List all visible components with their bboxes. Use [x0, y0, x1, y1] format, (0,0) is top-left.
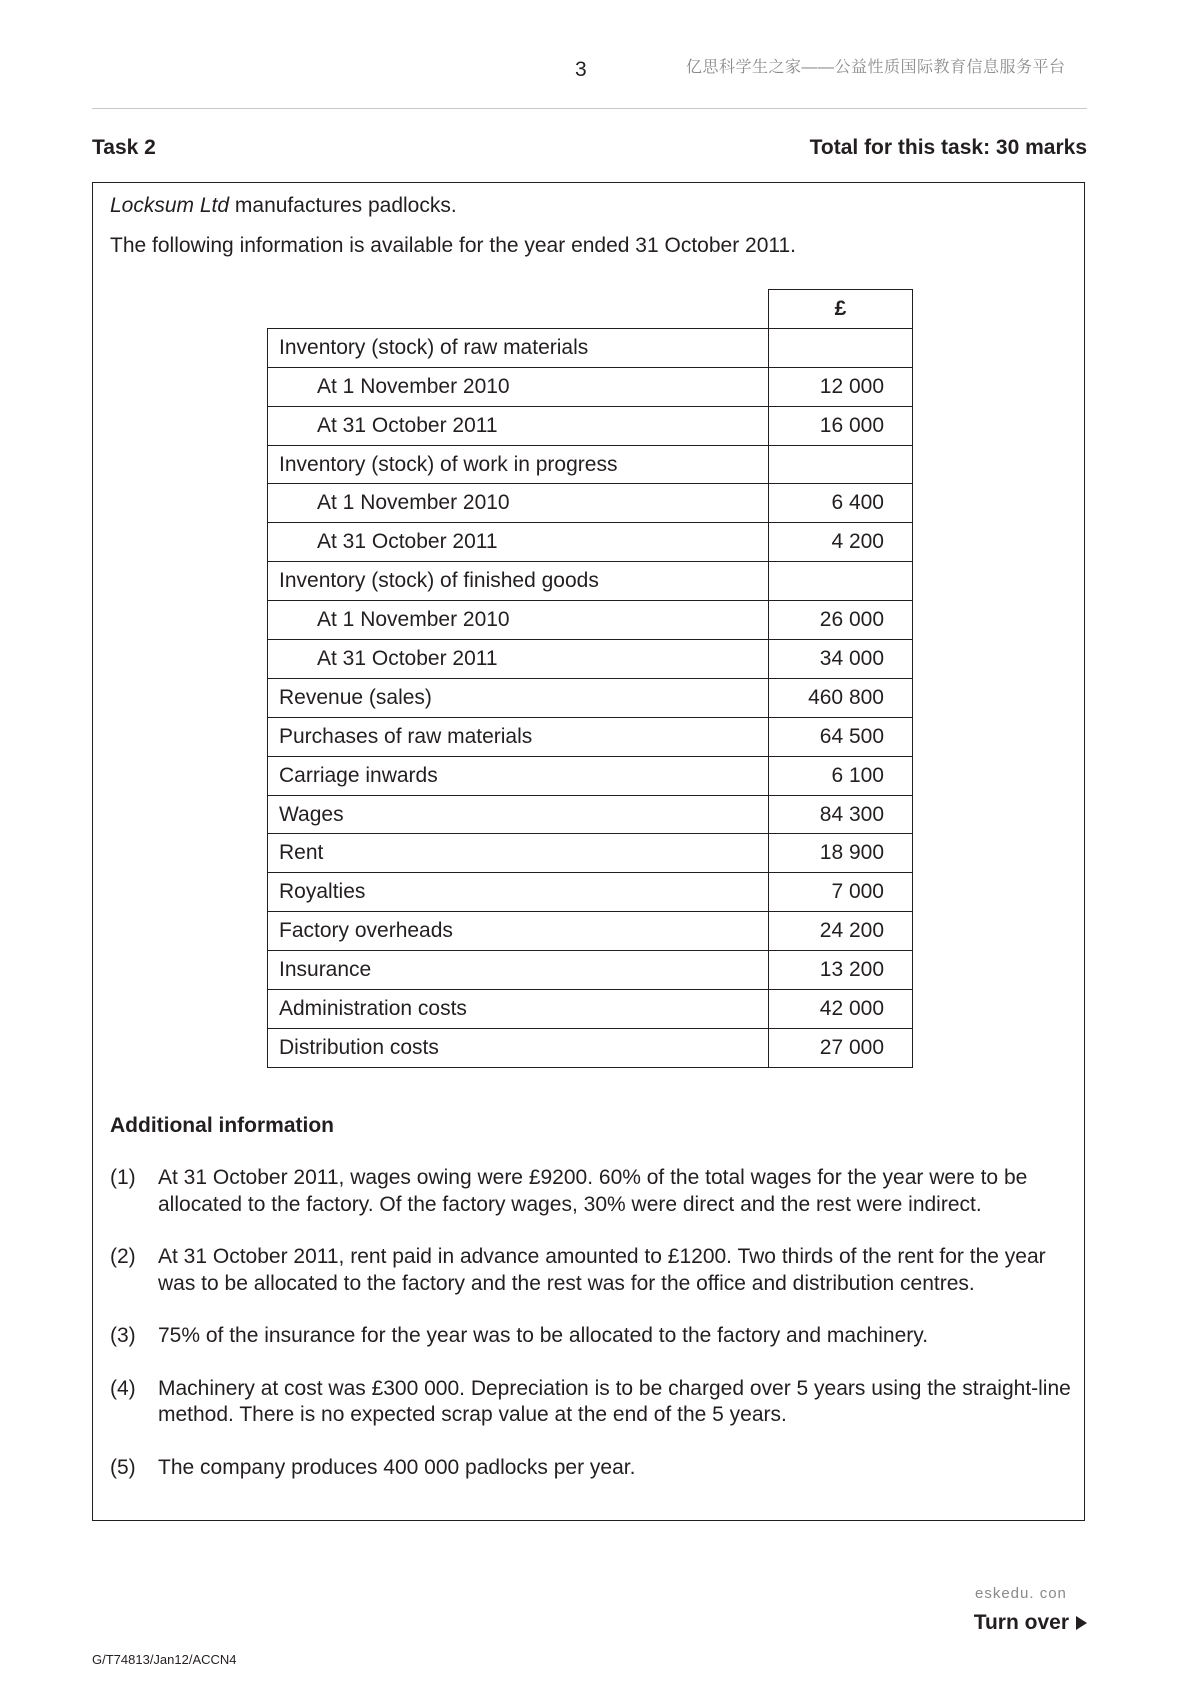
table-row	[268, 640, 913, 679]
table-row	[268, 484, 913, 523]
row-value: 27 000	[769, 1028, 913, 1067]
table-row	[268, 795, 913, 834]
table-row	[268, 717, 913, 756]
row-value: 84 300	[769, 795, 913, 834]
table-row	[268, 873, 913, 912]
row-value	[769, 328, 913, 367]
header-divider	[92, 108, 1087, 109]
row-label: Factory overheads	[268, 912, 769, 951]
table-row	[268, 406, 913, 445]
table-row	[268, 756, 913, 795]
table-row	[268, 328, 913, 367]
row-label: Insurance	[268, 951, 769, 990]
row-value: 42 000	[769, 990, 913, 1029]
row-label: Inventory (stock) of work in progress	[268, 445, 769, 484]
row-label: Inventory (stock) of raw materials	[268, 328, 769, 367]
page-number: 3	[575, 58, 587, 81]
row-label: Carriage inwards	[268, 756, 769, 795]
row-value: 460 800	[769, 678, 913, 717]
row-value: 18 900	[769, 834, 913, 873]
turn-over-label	[974, 1611, 1087, 1635]
item-text: At 31 October 2011, rent paid in advance amounted to £1200. Two thirds of the rent for the year was to be allocated to the factory and the rest was for the office and distribution centres.	[158, 1245, 1046, 1295]
row-label: At 1 November 2010	[268, 367, 769, 406]
table-row	[268, 678, 913, 717]
table-row	[268, 445, 913, 484]
item-number: (3)	[110, 1324, 136, 1347]
intro-line-1	[110, 194, 457, 218]
row-label: At 1 November 2010	[268, 601, 769, 640]
table-row	[268, 834, 913, 873]
table-header-blank	[268, 290, 769, 329]
watermark-site: eskedu. con	[975, 1585, 1067, 1602]
cost-data-table	[267, 289, 913, 1068]
table-row	[268, 1028, 913, 1067]
table-row	[268, 912, 913, 951]
watermark-text: 亿思科学生之家——公益性质国际教育信息服务平台	[686, 59, 1066, 76]
row-value: 4 200	[769, 523, 913, 562]
row-label: At 31 October 2011	[268, 406, 769, 445]
intro-line-2: The following information is available for the year ended 31 October 2011.	[110, 234, 797, 257]
additional-info-item	[110, 1323, 1080, 1350]
row-value: 16 000	[769, 406, 913, 445]
intro-line-1-text: manufactures padlocks.	[229, 194, 457, 217]
item-text: 75% of the insurance for the year was to be allocated to the factory and machinery.	[158, 1324, 929, 1347]
item-number: (4)	[110, 1376, 136, 1400]
row-value: 6 100	[769, 756, 913, 795]
row-value	[769, 562, 913, 601]
row-label: Administration costs	[268, 990, 769, 1029]
company-name: Locksum Ltd	[110, 194, 230, 217]
row-label: Wages	[268, 795, 769, 834]
arrow-right-icon	[1076, 1616, 1087, 1630]
row-value	[769, 445, 913, 484]
table-row	[268, 367, 913, 406]
row-value: 12 000	[769, 367, 913, 406]
additional-info-list	[110, 1165, 1080, 1507]
row-label: At 31 October 2011	[268, 640, 769, 679]
additional-info-heading: Additional information	[110, 1114, 334, 1137]
turn-over-text: Turn over	[973, 1611, 1069, 1634]
row-label: Inventory (stock) of finished goods	[268, 562, 769, 601]
row-label: Purchases of raw materials	[268, 717, 769, 756]
row-label: Revenue (sales)	[268, 678, 769, 717]
row-value: 7 000	[769, 873, 913, 912]
table-row	[268, 990, 913, 1029]
additional-info-item	[110, 1455, 1080, 1482]
row-value: 24 200	[769, 912, 913, 951]
row-value: 6 400	[769, 484, 913, 523]
row-label: At 31 October 2011	[268, 523, 769, 562]
row-label: At 1 November 2010	[268, 484, 769, 523]
additional-info-item	[110, 1244, 1080, 1297]
task-title: Task 2	[92, 136, 156, 159]
table-row	[268, 523, 913, 562]
table-row	[268, 601, 913, 640]
row-label: Royalties	[268, 873, 769, 912]
currency-header: £	[769, 290, 913, 329]
additional-info-item	[110, 1165, 1080, 1218]
table-row	[268, 562, 913, 601]
row-label: Distribution costs	[268, 1028, 769, 1067]
item-text: Machinery at cost was £300 000. Depreciation is to be charged over 5 years using the straight-line method. There is no expected scrap value at the end of the 5 years.	[158, 1376, 1071, 1426]
additional-info-item	[110, 1376, 1080, 1429]
row-label: Rent	[268, 834, 769, 873]
item-number: (2)	[110, 1245, 136, 1268]
table-row	[268, 951, 913, 990]
table-header-row	[268, 290, 913, 329]
paper-code: G/T74813/Jan12/ACCN4	[92, 1652, 237, 1667]
row-value: 64 500	[769, 717, 913, 756]
row-value: 34 000	[769, 640, 913, 679]
item-text: At 31 October 2011, wages owing were £9200. 60% of the total wages for the year were to be allocated to the factory. Of the factory wages, 30% were direct and the rest were indirect.	[158, 1166, 1028, 1216]
item-number: (1)	[110, 1166, 136, 1189]
task-marks: Total for this task: 30 marks	[809, 136, 1087, 159]
row-value: 26 000	[769, 601, 913, 640]
row-value: 13 200	[769, 951, 913, 990]
item-number: (5)	[110, 1455, 136, 1479]
item-text: The company produces 400 000 padlocks per year.	[158, 1455, 636, 1479]
